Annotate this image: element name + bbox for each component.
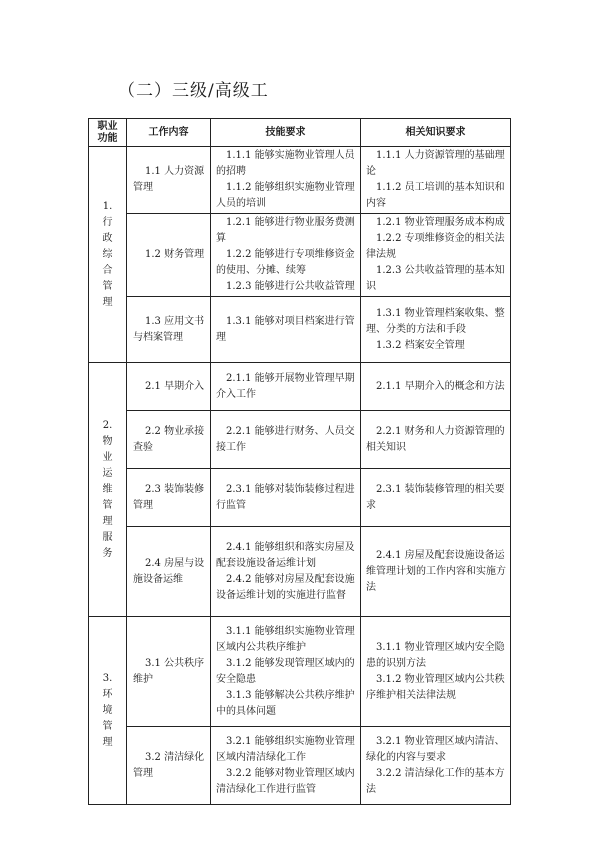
header-function-text: 职业 功能 — [97, 120, 118, 144]
function-text: 1. 行 政 综 合 管 理 — [102, 200, 113, 308]
table-row — [89, 411, 511, 469]
table-row — [89, 469, 511, 527]
skill-item: 3.1.1 能够组织实施物业管理区域内公共秩序维护 — [216, 625, 355, 653]
knowledge-item: 1.2.1 物业管理服务成本构成 — [376, 217, 505, 228]
knowledge-item: 1.3.2 档案安全管理 — [376, 339, 465, 351]
skill-item: 1.1.1 能够实施物业管理人员的招聘 — [216, 150, 355, 177]
skill-item: 1.2.2 能够进行专项维修资金的使用、分摊、续筹 — [216, 249, 355, 276]
knowledge-item: 1.3.1 物业管理档案收集、整理、分类的方法和手段 — [366, 307, 505, 335]
knowledge-item: 3.2.1 物业管理区域内清洁、绿化的内容与要求 — [366, 735, 505, 763]
table-body — [89, 147, 511, 805]
skill-item: 2.4.2 能够对房屋及配套设施设备运维计划的实施进行监督 — [216, 573, 355, 601]
knowledge-item: 3.2.2 清洁绿化工作的基本方法 — [366, 767, 505, 795]
skills-cell — [211, 617, 361, 727]
table-row — [89, 147, 511, 214]
skill-item: 1.3.1 能够对项目档案进行管理 — [216, 315, 355, 343]
table-row — [89, 527, 511, 617]
skills-cell — [211, 727, 361, 805]
skill-item: 3.1.3 能够解决公共秩序维护中的具体问题 — [216, 689, 355, 717]
skills-cell — [211, 297, 361, 363]
skills-cell — [211, 147, 361, 214]
skill-item: 3.2.2 能够对物业管理区域内清洁绿化工作进行监管 — [216, 767, 355, 795]
function-text: 3. 环 境 管 理 — [102, 672, 113, 748]
work-cell: 2.3 装饰装修管理 — [127, 469, 211, 527]
skill-item: 2.1.1 能够开展物业管理早期介入工作 — [216, 372, 355, 400]
work-cell: 2.4 房屋与设施设备运维 — [127, 527, 211, 617]
work-cell: 1.2 财务管理 — [127, 214, 211, 297]
knowledge-item: 1.1.1 人力资源管理的基础理论 — [366, 150, 505, 177]
knowledge-cell — [361, 469, 511, 527]
work-cell: 1.1 人力资源管理 — [127, 147, 211, 214]
knowledge-cell — [361, 147, 511, 214]
knowledge-item: 3.1.1 物业管理区域内安全隐患的识别方法 — [366, 641, 505, 669]
skills-cell — [211, 527, 361, 617]
function-cell — [89, 363, 127, 617]
knowledge-item: 2.1.1 早期介入的概念和方法 — [376, 380, 505, 392]
skill-item: 3.1.2 能够发现管理区域内的安全隐患 — [216, 657, 355, 685]
work-cell: 3.2 清洁绿化管理 — [127, 727, 211, 805]
knowledge-cell — [361, 411, 511, 469]
skill-item: 2.2.1 能够进行财务、人员交接工作 — [216, 425, 355, 453]
skill-item: 3.2.1 能够组织实施物业管理区域内清洁绿化工作 — [216, 735, 355, 763]
table-header — [89, 119, 511, 147]
work-cell: 2.2 物业承接查验 — [127, 411, 211, 469]
knowledge-item: 2.2.1 财务和人力资源管理的相关知识 — [366, 425, 505, 453]
function-cell — [89, 147, 127, 363]
table-row — [89, 617, 511, 727]
skills-cell — [211, 411, 361, 469]
knowledge-cell — [361, 527, 511, 617]
skill-item: 2.3.1 能够对装饰装修过程进行监管 — [216, 483, 355, 511]
section-heading: （二）三级/高级工 — [118, 81, 269, 101]
work-cell: 1.3 应用文书与档案管理 — [127, 297, 211, 363]
table-row — [89, 214, 511, 297]
skills-cell — [211, 363, 361, 411]
skills-table — [88, 118, 511, 805]
knowledge-item: 1.2.3 公共收益管理的基本知识 — [366, 265, 505, 292]
skills-cell — [211, 214, 361, 297]
header-row — [89, 119, 511, 147]
skill-item: 1.2.3 能够进行公共收益管理 — [226, 281, 355, 292]
skill-item: 1.2.1 能够进行物业服务费测算 — [216, 217, 355, 244]
table-row — [89, 297, 511, 363]
header-work: 工作内容 — [127, 119, 211, 147]
table-row — [89, 363, 511, 411]
function-cell — [89, 617, 127, 805]
skill-item: 1.1.2 能够组织实施物业管理人员的培训 — [216, 182, 355, 209]
header-knowledge: 相关知识要求 — [361, 119, 511, 147]
work-cell: 3.1 公共秩序维护 — [127, 617, 211, 727]
table-row — [89, 727, 511, 805]
knowledge-item: 1.1.2 员工培训的基本知识和内容 — [366, 182, 505, 209]
knowledge-item: 1.2.2 专项维修资金的相关法律法规 — [366, 233, 505, 260]
knowledge-cell — [361, 617, 511, 727]
skills-cell — [211, 469, 361, 527]
knowledge-item: 2.4.1 房屋及配套设施设备运维管理计划的工作内容和实施方法 — [366, 549, 506, 593]
knowledge-cell — [361, 297, 511, 363]
function-text: 2. 物 业 运 维 管 理 服 务 — [102, 419, 113, 559]
header-skills: 技能要求 — [211, 119, 361, 147]
knowledge-item: 3.1.2 物业管理区域内公共秩序维护相关法律法规 — [366, 673, 505, 701]
header-function — [89, 119, 127, 147]
knowledge-item: 2.3.1 装饰装修管理的相关要求 — [366, 483, 505, 511]
knowledge-cell — [361, 727, 511, 805]
skill-item: 2.4.1 能够组织和落实房屋及配套设施设备运维计划 — [216, 541, 355, 569]
work-cell: 2.1 早期介入 — [127, 363, 211, 411]
knowledge-cell — [361, 214, 511, 297]
knowledge-cell — [361, 363, 511, 411]
